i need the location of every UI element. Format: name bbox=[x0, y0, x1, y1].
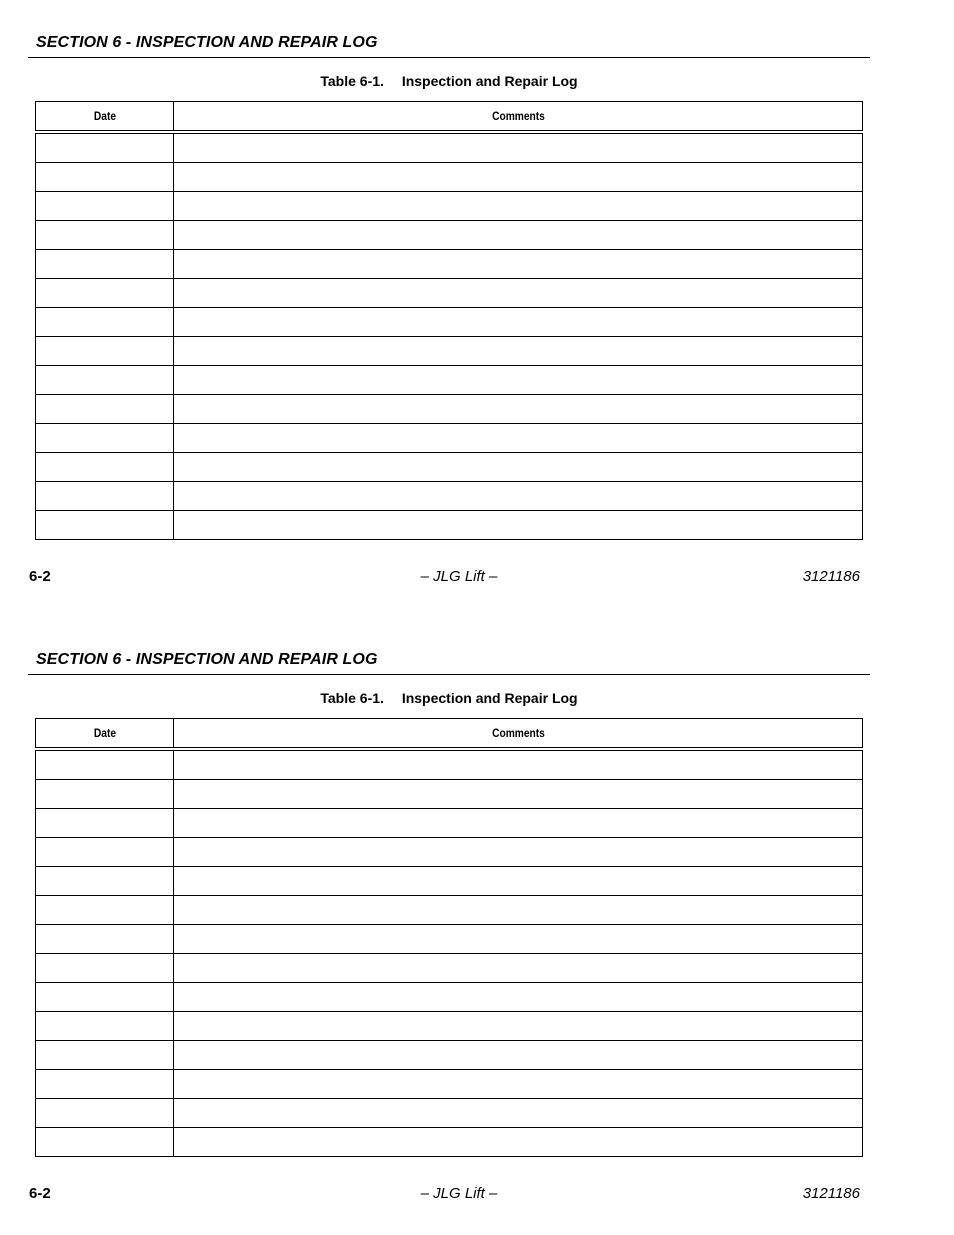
inspection-log-table bbox=[35, 101, 863, 540]
comments-cell bbox=[174, 867, 863, 896]
comments-cell bbox=[174, 1012, 863, 1041]
section-header: SECTION 6 - INSPECTION AND REPAIR LOG bbox=[36, 651, 378, 668]
date-cell bbox=[36, 1041, 174, 1070]
comments-cell bbox=[174, 1041, 863, 1070]
date-cell bbox=[36, 366, 174, 395]
table-row bbox=[36, 366, 863, 395]
comments-cell bbox=[174, 482, 863, 511]
table-row bbox=[36, 250, 863, 279]
comments-cell bbox=[174, 749, 863, 780]
table-row bbox=[36, 983, 863, 1012]
date-cell bbox=[36, 954, 174, 983]
comments-cell bbox=[174, 809, 863, 838]
table-row bbox=[36, 453, 863, 482]
table-number: Table 6-1. bbox=[320, 690, 384, 706]
comments-cell bbox=[174, 983, 863, 1012]
comments-cell bbox=[174, 366, 863, 395]
table-row bbox=[36, 1041, 863, 1070]
footer-brand: – JLG Lift – bbox=[420, 1185, 498, 1202]
table-row bbox=[36, 867, 863, 896]
date-cell bbox=[36, 308, 174, 337]
table-row bbox=[36, 279, 863, 308]
log-page bbox=[0, 617, 954, 1234]
column-header-comments: Comments bbox=[225, 719, 811, 750]
table-row bbox=[36, 192, 863, 221]
table-row bbox=[36, 1128, 863, 1157]
table-row bbox=[36, 221, 863, 250]
table-row bbox=[36, 1070, 863, 1099]
date-cell bbox=[36, 925, 174, 954]
date-cell bbox=[36, 424, 174, 453]
comments-cell bbox=[174, 308, 863, 337]
comments-cell bbox=[174, 1099, 863, 1128]
date-cell bbox=[36, 1128, 174, 1157]
table-row bbox=[36, 1012, 863, 1041]
page-number: 6-2 bbox=[29, 1185, 51, 1202]
comments-cell bbox=[174, 192, 863, 221]
comments-cell bbox=[174, 337, 863, 366]
date-cell bbox=[36, 749, 174, 780]
date-cell bbox=[36, 867, 174, 896]
comments-cell bbox=[174, 132, 863, 163]
section-header: SECTION 6 - INSPECTION AND REPAIR LOG bbox=[36, 34, 378, 51]
table-header-row bbox=[36, 102, 863, 133]
date-cell bbox=[36, 1012, 174, 1041]
date-cell bbox=[36, 395, 174, 424]
comments-cell bbox=[174, 954, 863, 983]
comments-cell bbox=[174, 424, 863, 453]
comments-cell bbox=[174, 896, 863, 925]
comments-cell bbox=[174, 395, 863, 424]
table-row bbox=[36, 511, 863, 540]
table-row bbox=[36, 954, 863, 983]
date-cell bbox=[36, 192, 174, 221]
page-number: 6-2 bbox=[29, 568, 51, 585]
date-cell bbox=[36, 896, 174, 925]
table-row bbox=[36, 424, 863, 453]
table-row bbox=[36, 749, 863, 780]
comments-cell bbox=[174, 163, 863, 192]
table-row bbox=[36, 896, 863, 925]
table-row bbox=[36, 308, 863, 337]
date-cell bbox=[36, 511, 174, 540]
date-cell bbox=[36, 221, 174, 250]
date-cell bbox=[36, 279, 174, 308]
table-number: Table 6-1. bbox=[320, 73, 384, 89]
table-caption bbox=[0, 73, 898, 89]
table-row bbox=[36, 395, 863, 424]
table-row bbox=[36, 925, 863, 954]
comments-cell bbox=[174, 453, 863, 482]
table-row bbox=[36, 163, 863, 192]
comments-cell bbox=[174, 250, 863, 279]
date-cell bbox=[36, 809, 174, 838]
table-caption bbox=[0, 690, 898, 706]
table-row bbox=[36, 1099, 863, 1128]
table-row bbox=[36, 780, 863, 809]
date-cell bbox=[36, 250, 174, 279]
table-header-row bbox=[36, 719, 863, 750]
date-cell bbox=[36, 1070, 174, 1099]
table-row bbox=[36, 838, 863, 867]
date-cell bbox=[36, 163, 174, 192]
table-row bbox=[36, 132, 863, 163]
date-cell bbox=[36, 838, 174, 867]
table-row bbox=[36, 337, 863, 366]
column-header-date: Date bbox=[46, 102, 163, 133]
date-cell bbox=[36, 780, 174, 809]
comments-cell bbox=[174, 1128, 863, 1157]
document-number: 3121186 bbox=[802, 568, 860, 585]
date-cell bbox=[36, 482, 174, 511]
comments-cell bbox=[174, 1070, 863, 1099]
comments-cell bbox=[174, 780, 863, 809]
date-cell bbox=[36, 337, 174, 366]
table-title: Inspection and Repair Log bbox=[401, 690, 578, 706]
header-rule bbox=[28, 57, 870, 58]
comments-cell bbox=[174, 838, 863, 867]
date-cell bbox=[36, 453, 174, 482]
footer-brand: – JLG Lift – bbox=[420, 568, 498, 585]
date-cell bbox=[36, 132, 174, 163]
header-rule bbox=[28, 674, 870, 675]
inspection-log-table bbox=[35, 718, 863, 1157]
table-title: Inspection and Repair Log bbox=[401, 73, 578, 89]
document-number: 3121186 bbox=[802, 1185, 860, 1202]
column-header-comments: Comments bbox=[225, 102, 811, 133]
column-header-date: Date bbox=[46, 719, 163, 750]
table-row bbox=[36, 809, 863, 838]
comments-cell bbox=[174, 279, 863, 308]
comments-cell bbox=[174, 221, 863, 250]
table-row bbox=[36, 482, 863, 511]
date-cell bbox=[36, 1099, 174, 1128]
date-cell bbox=[36, 983, 174, 1012]
comments-cell bbox=[174, 925, 863, 954]
log-page bbox=[0, 0, 954, 617]
comments-cell bbox=[174, 511, 863, 540]
